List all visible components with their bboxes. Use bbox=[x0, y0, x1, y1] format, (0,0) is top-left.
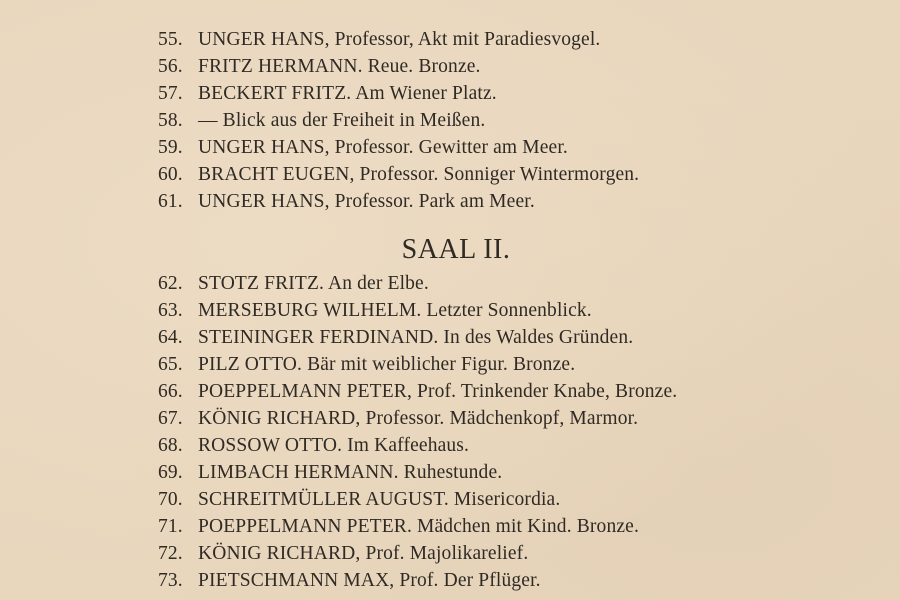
entry-text: UNGER HANS, Professor. Gewitter am Meer. bbox=[198, 137, 568, 158]
entry-number: 58. bbox=[158, 110, 183, 131]
catalog-entry-61 bbox=[158, 190, 535, 214]
entry-text: STEININGER FERDINAND. In des Waldes Gründen. bbox=[198, 327, 634, 348]
entry-text: KÖNIG RICHARD, Prof. Majolikarelief. bbox=[198, 543, 529, 564]
entry-text: UNGER HANS, Professor. Park am Meer. bbox=[198, 191, 535, 212]
entry-number: 56. bbox=[158, 56, 183, 77]
entry-number: 66. bbox=[158, 381, 183, 402]
catalog-entry-69 bbox=[158, 461, 502, 485]
entry-number: 62. bbox=[158, 273, 183, 294]
entry-text: LIMBACH HERMANN. Ruhestunde. bbox=[198, 462, 503, 483]
entry-number: 67. bbox=[158, 408, 183, 429]
entry-number: 64. bbox=[158, 327, 183, 348]
entry-number: 59. bbox=[158, 137, 183, 158]
section-heading-text: SAAL II. bbox=[401, 234, 511, 265]
catalog-entry-58 bbox=[158, 109, 485, 133]
catalog-entry-72 bbox=[158, 542, 528, 566]
entry-text: FRITZ HERMANN. Reue. Bronze. bbox=[198, 56, 481, 77]
catalog-entry-64 bbox=[158, 326, 633, 350]
catalog-entry-63 bbox=[158, 299, 592, 323]
entry-number: 73. bbox=[158, 570, 183, 591]
catalog-entry-70 bbox=[158, 488, 560, 512]
entry-text: UNGER HANS, Professor, Akt mit Paradiesvogel. bbox=[198, 29, 601, 50]
catalog-entry-66 bbox=[158, 380, 677, 404]
catalog-entry-59 bbox=[158, 136, 568, 160]
entry-text: POEPPELMANN PETER. Mädchen mit Kind. Bronze. bbox=[198, 516, 639, 537]
catalog-entry-65 bbox=[158, 353, 575, 377]
entry-number: 70. bbox=[158, 489, 183, 510]
entry-text: ROSSOW OTTO. Im Kaffeehaus. bbox=[198, 435, 470, 456]
entry-text: BECKERT FRITZ. Am Wiener Platz. bbox=[198, 83, 497, 104]
entry-number: 61. bbox=[158, 191, 183, 212]
entry-number: 68. bbox=[158, 435, 183, 456]
entry-text: MERSEBURG WILHELM. Letzter Sonnenblick. bbox=[198, 300, 592, 321]
catalog-entry-62 bbox=[158, 272, 429, 296]
entry-text: POEPPELMANN PETER, Prof. Trinkender Knabe, Bronze. bbox=[198, 381, 678, 402]
entry-number: 65. bbox=[158, 354, 183, 375]
entry-text: BRACHT EUGEN, Professor. Sonniger Wintermorgen. bbox=[198, 164, 640, 185]
catalog-entry-73 bbox=[158, 569, 541, 593]
entry-number: 72. bbox=[158, 543, 183, 564]
catalog-entry-56 bbox=[158, 55, 481, 79]
entry-number: 63. bbox=[158, 300, 183, 321]
entry-text: SCHREITMÜLLER AUGUST. Misericordia. bbox=[198, 489, 561, 510]
entry-text: PIETSCHMANN MAX, Prof. Der Pflüger. bbox=[198, 570, 541, 591]
catalog-entry-60 bbox=[158, 163, 639, 187]
catalog-entry-71 bbox=[158, 515, 639, 539]
catalog-entry-67 bbox=[158, 407, 638, 431]
section-heading bbox=[0, 234, 900, 266]
entry-text: KÖNIG RICHARD, Professor. Mädchenkopf, Marmor. bbox=[198, 408, 639, 429]
entry-number: 69. bbox=[158, 462, 183, 483]
catalog-entry-57 bbox=[158, 82, 497, 106]
catalog-entry-55 bbox=[158, 28, 600, 52]
entry-number: 55. bbox=[158, 29, 183, 50]
entry-text: PILZ OTTO. Bär mit weiblicher Figur. Bronze. bbox=[198, 354, 576, 375]
entry-number: 60. bbox=[158, 164, 183, 185]
entry-number: 71. bbox=[158, 516, 183, 537]
catalog-entry-68 bbox=[158, 434, 469, 458]
entry-number: 57. bbox=[158, 83, 183, 104]
entry-text: STOTZ FRITZ. An der Elbe. bbox=[198, 273, 429, 294]
entry-text: — Blick aus der Freiheit in Meißen. bbox=[198, 110, 486, 131]
